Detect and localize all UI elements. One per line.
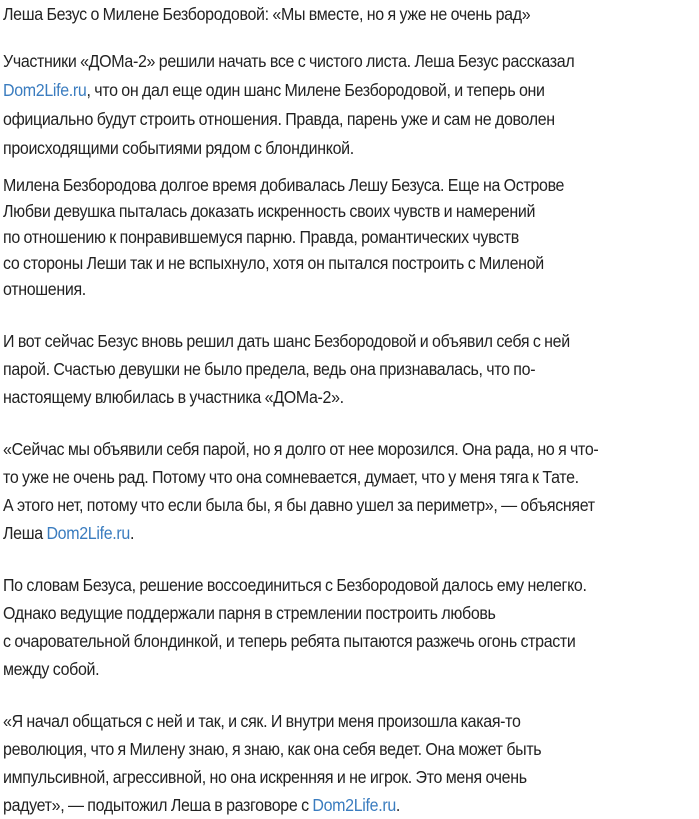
paragraph-line: Милена Безбородова долгое время добивалась Лешу Безуса. Еще на Острове <box>3 175 565 195</box>
paragraph-2 <box>3 172 699 302</box>
paragraph-line: со стороны Леши так и не вспыхнуло, хотя он пытался построить с Миленой <box>3 253 544 273</box>
paragraph-line: официально будут строить отношения. Правда, парень уже и сам не доволен <box>3 109 555 129</box>
paragraph-line: революция, что я Милену знаю, я знаю, как она себя ведет. Она может быть <box>3 739 542 759</box>
paragraph-line: Участники «ДОМа-2» решили начать все с чистого листа. Леша Безус рассказал <box>3 51 575 71</box>
paragraph-line: «Я начал общаться с ней и так, и сяк. И внутри меня произошла какая-то <box>3 711 521 731</box>
paragraph-line <box>3 791 650 819</box>
paragraph-line: А этого нет, потому что если была бы, я бы давно ушел за периметр», — объясняет <box>3 495 595 515</box>
paragraph-5 <box>3 571 699 683</box>
paragraph-line: импульсивной, агрессивной, но она искренняя и не игрок. Это меня очень <box>3 767 527 787</box>
line-text: радует», — подытожил Леша в разговоре с <box>3 795 313 815</box>
line-text: . <box>129 523 135 543</box>
paragraph-line <box>3 519 650 547</box>
article <box>3 0 699 819</box>
paragraph-3 <box>3 327 699 411</box>
paragraph-line: между собой. <box>3 659 100 679</box>
paragraph-line: то уже не очень рад. Потому что она сомневается, думает, что у меня тяга к Тате. <box>3 467 579 487</box>
paragraph-line: происходящими событиями рядом с блондинкой. <box>3 138 354 158</box>
paragraph-line: И вот сейчас Безус вновь решил дать шанс Безбородовой и объявил себя с ней <box>3 331 570 351</box>
article-title: Леша Безус о Милене Безбородовой: «Мы вместе, но я уже не очень рад» <box>3 4 531 24</box>
paragraph-4 <box>3 435 699 547</box>
line-text: , что он дал еще один шанс Милене Безбородовой, и теперь они <box>86 80 545 100</box>
dom2life-link[interactable]: Dom2Life.ru <box>46 523 130 543</box>
paragraph-line: Однако ведущие поддержали парня в стремлении построить любовь <box>3 603 496 623</box>
paragraph-line: По словам Безуса, решение воссоединиться с Безбородовой далось ему нелегко. <box>3 575 587 595</box>
dom2life-link[interactable]: Dom2Life.ru <box>312 795 396 815</box>
paragraph-line: отношения. <box>3 279 86 299</box>
paragraph-line: по отношению к понравившемуся парню. Правда, романтических чувств <box>3 227 519 247</box>
paragraph-1 <box>3 47 699 163</box>
paragraph-line: с очаровательной блондинкой, и теперь ребята пытаются разжечь огонь страсти <box>3 631 576 651</box>
dom2life-link[interactable]: Dom2Life.ru <box>3 80 87 100</box>
paragraph-line: «Сейчас мы объявили себя парой, но я долго от нее морозился. Она рада, но я что- <box>3 439 599 459</box>
paragraph-6 <box>3 707 699 819</box>
paragraph-line <box>3 76 650 105</box>
line-text: Леша <box>3 523 47 543</box>
line-text: . <box>395 795 401 815</box>
paragraph-line: Любви девушка пыталась доказать искренность своих чувств и намерений <box>3 201 536 221</box>
paragraph-line: настоящему влюбилась в участника «ДОМа-2». <box>3 387 344 407</box>
paragraph-line: парой. Счастью девушки не было предела, ведь она признавалась, что по- <box>3 359 536 379</box>
